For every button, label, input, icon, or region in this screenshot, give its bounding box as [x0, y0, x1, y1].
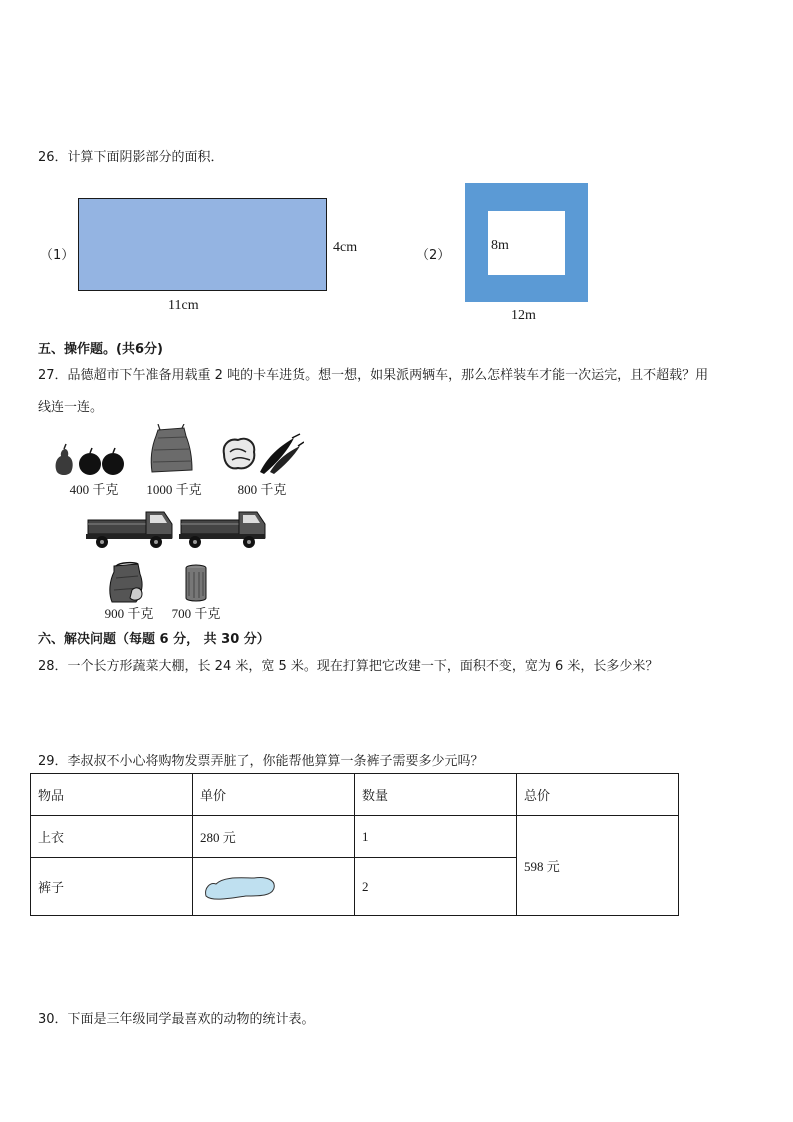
- goods-item-fruit[interactable]: [52, 436, 136, 498]
- item-weight-label: 800 千克: [237, 482, 287, 497]
- question-30-text: 30．下面是三年级同学最喜欢的动物的统计表。: [38, 1012, 315, 1027]
- vegetables-icon: [220, 432, 304, 476]
- item-weight-label: 900 千克: [104, 606, 154, 621]
- section-6-title: 六、解决问题（每题 6 分， 共 30 分）: [38, 632, 270, 647]
- rectangle-height-label: 4cm: [333, 240, 358, 255]
- grain-sack-icon: [136, 424, 212, 476]
- cell-quantity: 1: [355, 816, 517, 858]
- question-27-line1: 27．品德超市下午准备用载重 2 吨的卡车进货。想一想，如果派两辆车，那么怎样装车才能一次运完，且不超载？用: [38, 368, 709, 383]
- shaded-rectangle: [78, 198, 327, 291]
- cell-item: 裤子: [31, 858, 193, 916]
- header-total: 总价: [517, 774, 679, 816]
- fruit-icon: [52, 436, 136, 478]
- item-weight-label: 700 千克: [171, 606, 221, 621]
- flour-bag-icon: [98, 560, 160, 604]
- cell-quantity: 2: [355, 858, 517, 916]
- canister-icon: [164, 562, 228, 604]
- figure-1-label: （1）: [40, 248, 75, 263]
- outer-square-side-label: 12m: [511, 308, 536, 323]
- table-row: [31, 816, 679, 858]
- table-header-row: [31, 774, 679, 816]
- rectangle-width-label: 11cm: [168, 298, 199, 313]
- question-29-text: 29．李叔叔不小心将购物发票弄脏了，你能帮他算算一条裤子需要多少元吗？: [38, 754, 484, 769]
- goods-item-canister[interactable]: [164, 562, 228, 622]
- question-27-line2: 线连一连。: [38, 400, 104, 415]
- item-weight-label: 400 千克: [69, 482, 119, 497]
- cell-item: 上衣: [31, 816, 193, 858]
- cell-unit-price: 280 元: [193, 816, 355, 858]
- goods-item-flour-bag[interactable]: [98, 560, 160, 622]
- item-weight-label: 1000 千克: [146, 482, 202, 497]
- shaded-square-frame: [465, 183, 588, 302]
- header-quantity: 数量: [355, 774, 517, 816]
- figure-2-label: （2）: [416, 248, 451, 263]
- cell-total: 598 元: [517, 816, 679, 916]
- header-unit-price: 单价: [193, 774, 355, 816]
- inner-square-side-label: 8m: [491, 238, 509, 253]
- question-26-text: 26．计算下面阴影部分的面积．: [38, 150, 224, 165]
- goods-item-grain-sack[interactable]: [136, 424, 212, 498]
- truck-2-icon[interactable]: [177, 504, 269, 550]
- truck-1-icon[interactable]: [84, 504, 176, 550]
- section-5-title: 五、操作题。(共6分): [38, 342, 163, 357]
- ink-stain-icon: [202, 872, 278, 902]
- price-table: [30, 773, 679, 916]
- cell-unit-price-stained: [193, 858, 355, 916]
- goods-item-vegetables[interactable]: [220, 432, 304, 498]
- question-28-text: 28．一个长方形蔬菜大棚，长 24 米，宽 5 米。现在打算把它改建一下，面积不变，宽为 6 米，长多少米？: [38, 659, 659, 674]
- header-item: 物品: [31, 774, 193, 816]
